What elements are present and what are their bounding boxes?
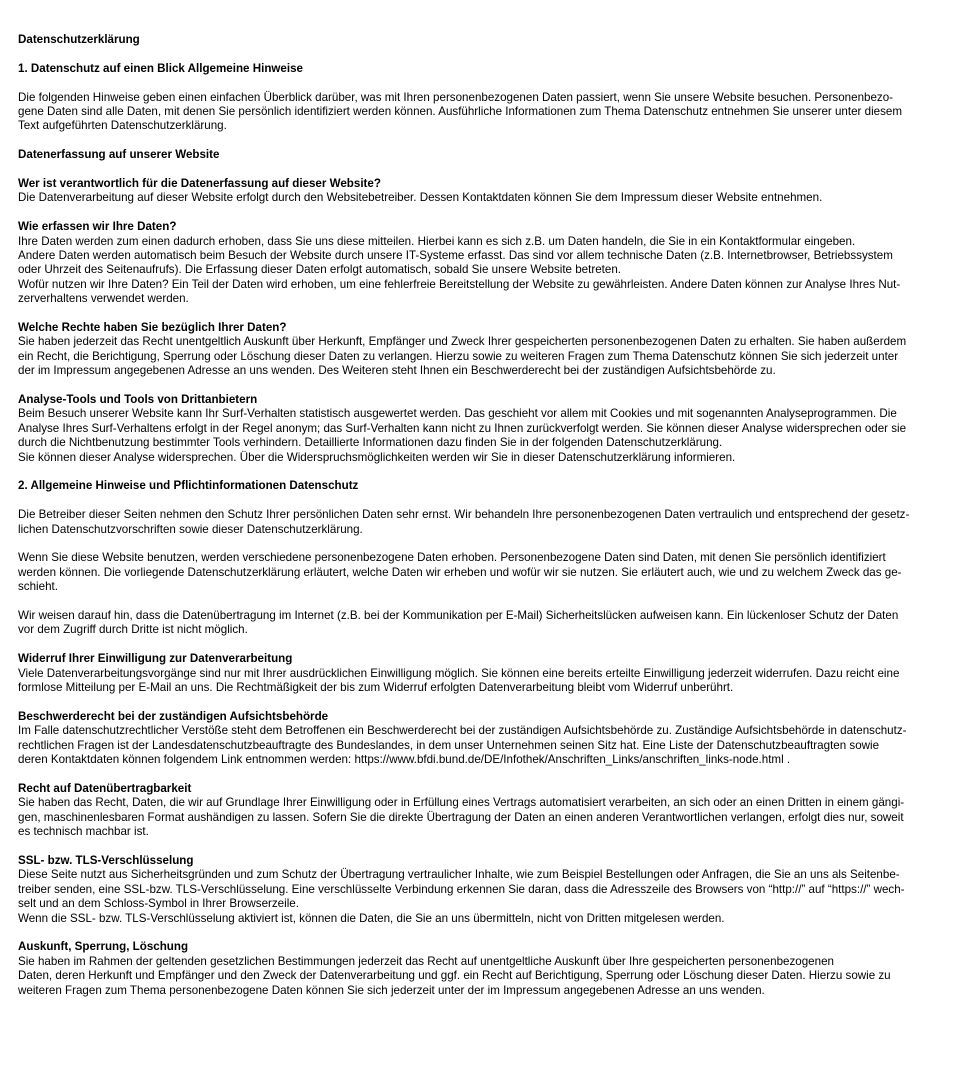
text-line: ein Recht, die Berichtigung, Sperrung oder Löschung dieser Daten zu verlangen. Hierzu sowie zu weiteren Fragen zum Thema Datenschutz können Sie sich jederzeit unter (18, 349, 899, 363)
section-heading: Recht auf Datenübertragbarkeit (18, 781, 192, 795)
spacer (18, 926, 942, 940)
spacer (18, 465, 942, 479)
text-line: Beim Besuch unserer Website kann Ihr Surf-Verhalten statistisch ausgewertet werden. Das geschieht vor allem mit Cookies und mit sogenannten Analyseprogrammen. Die (18, 407, 897, 421)
text-line: lichen Datenschutzvorschriften sowie dieser Datenschutzerklärung. (18, 522, 363, 536)
section (18, 148, 942, 177)
privacy-policy-document (18, 33, 942, 1012)
spacer (18, 134, 942, 148)
spacer (18, 379, 942, 393)
paragraph (18, 868, 942, 926)
section (18, 479, 942, 652)
paragraph (18, 955, 942, 998)
text-line: Die Datenverarbeitung auf dieser Website erfolgt durch den Websitebetreiber. Dessen Kontaktdaten können Sie dem Impressum dieser Website entnehmen. (18, 191, 823, 205)
text-line: Die Betreiber dieser Seiten nehmen den Schutz Ihrer persönlichen Daten sehr ernst. Wir behandeln Ihre personenbezogenen Daten vertraulich und entsprechend der gesetz- (18, 508, 910, 522)
text-line: Wenn die SSL- bzw. TLS-Verschlüsselung aktiviert ist, können die Daten, die Sie an uns übermitteln, nicht von Dritten mitgelesen werden. (18, 911, 725, 925)
text-line: Andere Daten werden automatisch beim Besuch der Website durch unsere IT-Systeme erfasst. Das sind vor allem technische Daten (z.B. Internetbrowser, Betriebssystem (18, 249, 893, 263)
spacer (18, 206, 942, 220)
paragraph (18, 551, 942, 594)
text-line: weiteren Fragen zum Thema personenbezogene Daten können Sie sich jederzeit unter der im Impressum angegebenen Adresse an uns wenden. (18, 983, 765, 997)
section (18, 854, 942, 940)
spacer (18, 537, 942, 551)
spacer (18, 47, 942, 61)
text-line: Wenn Sie diese Website benutzen, werden verschiedene personenbezogene Daten erhoben. Personenbezogene Daten sind Daten, mit denen Sie persönlich identifiziert (18, 551, 886, 565)
paragraph (18, 609, 942, 638)
paragraph (18, 407, 942, 465)
section (18, 321, 942, 393)
spacer (18, 595, 942, 609)
section-heading: Auskunft, Sperrung, Löschung (18, 940, 189, 954)
text-line: Diese Seite nutzt aus Sicherheitsgründen und zum Schutz der Übertragung vertraulicher Inhalte, wie zum Beispiel Bestellungen oder Anfragen, die Sie an uns als Seitenbe- (18, 868, 900, 882)
text-line: Sie haben im Rahmen der geltenden gesetzlichen Bestimmungen jederzeit das Recht auf unentgeltliche Auskunft über Ihre gespeicherten personenbezogenen (18, 954, 834, 968)
section (18, 177, 942, 220)
spacer (18, 307, 942, 321)
spacer (18, 840, 942, 854)
section-heading: Widerruf Ihrer Einwilligung zur Datenverarbeitung (18, 652, 293, 666)
text-line: Im Falle datenschutzrechtlicher Verstöße steht dem Betroffenen ein Beschwerderecht bei der zuständigen Aufsichtsbehörde zu. Zuständige Aufsichtsbehörde in datenschutz- (18, 724, 907, 738)
section-heading: Analyse-Tools und Tools von Drittanbietern (18, 393, 258, 407)
section (18, 220, 942, 321)
text-line: Analyse Ihres Surf-Verhaltens erfolgt in der Regel anonym; das Surf-Verhalten kann nicht zu Ihnen zurückverfolgt werden. Sie können dieser Analyse widersprechen oder sie (18, 421, 907, 435)
text-line: Viele Datenverarbeitungsvorgänge sind nur mit Ihrer ausdrücklichen Einwilligung möglich. Sie können eine bereits erteilte Einwilligung jederzeit widerrufen. Dazu reicht eine (18, 666, 900, 680)
text-line: gen, maschinenlesbaren Format aushändigen zu lassen. Sofern Sie die direkte Übertragung der Daten an einen anderen Verantwortlichen verlangen, erfolgt dies nur, soweit (18, 810, 904, 824)
paragraph (18, 796, 942, 839)
section (18, 940, 942, 1012)
text-line: Daten, deren Herkunft und Empfänger und den Zweck der Datenverarbeitung und ggf. ein Recht auf Berichtigung, Sperrung oder Löschung dieser Daten. Hierzu sowie zu (18, 969, 891, 983)
section (18, 782, 942, 854)
section-heading: Wer ist verantwortlich für die Datenerfassung auf dieser Website? (18, 177, 381, 190)
text-line: treiber senden, eine SSL-bzw. TLS-Verschlüsselung. Eine verschlüsselte Verbindung erkennen Sie daran, dass die Adresszeile des Browsers von “http://” auf “https://” wech- (18, 882, 905, 896)
spacer (18, 163, 942, 177)
spacer (18, 696, 942, 710)
section-heading: Datenerfassung auf unserer Website (18, 148, 220, 162)
section (18, 652, 942, 710)
text-line: vor dem Zugriff durch Dritte ist nicht möglich. (18, 623, 248, 637)
text-line: Sie haben das Recht, Daten, die wir auf Grundlage Ihrer Einwilligung oder in Erfüllung eines Vertrags automatisiert verarbeiten, an sich oder an einen Dritten in einem gängi- (18, 796, 905, 810)
text-line: durch die Nichtbenutzung bestimmter Tools verhindern. Detaillierte Informationen dazu finden Sie in der folgenden Datenschutzerklärung. (18, 436, 723, 450)
text-line: Wofür nutzen wir Ihre Daten? Ein Teil der Daten wird erhoben, um eine fehlerfreie Bereitstellung der Website zu gewährleisten. Andere Daten können zur Analyse Ihres Nut- (18, 277, 901, 291)
paragraph (18, 508, 942, 537)
spacer (18, 638, 942, 652)
text-line: gene Daten sind alle Daten, mit denen Sie persönlich identifiziert werden können. Ausführliche Informationen zum Thema Datenschutz entnehmen Sie unserer unter diesem (18, 105, 902, 118)
spacer (18, 998, 942, 1012)
section-heading: 2. Allgemeine Hinweise und Pflichtinformationen Datenschutz (18, 479, 359, 493)
text-line: formlose Mitteilung per E-Mail an uns. Die Rechtmäßigkeit der bis zum Widerruf erfolgten Datenverarbeitung bleibt vom Widerruf unberührt. (18, 681, 734, 695)
text-line: zerverhaltens verwendet werden. (18, 292, 189, 306)
section-heading: 1. Datenschutz auf einen Blick Allgemeine Hinweise (18, 61, 303, 75)
spacer (18, 768, 942, 782)
spacer (18, 494, 942, 508)
document-title: Datenschutzerklärung (18, 33, 140, 46)
section-heading: SSL- bzw. TLS-Verschlüsselung (18, 853, 194, 867)
text-line: schieht. (18, 580, 58, 594)
text-line: Die folgenden Hinweise geben einen einfachen Überblick darüber, was mit Ihren personenbezogenen Daten passiert, wenn Sie unsere Website besuchen. Personenbezo- (18, 90, 894, 104)
text-line: deren Kontaktdaten können folgendem Link entnommen werden: https://www.bfdi.bund.de/DE/Infothek/Anschriften_Links/anschriften_links-node.html . (18, 753, 791, 767)
text-line: oder Uhrzeit des Seitenaufrufs). Die Erfassung dieser Daten erfolgt automatisch, sobald Sie unsere Website betreten. (18, 263, 621, 277)
section-heading: Wie erfassen wir Ihre Daten? (18, 220, 177, 234)
text-line: selt und an dem Schloss-Symbol in Ihrer Browserzeile. (18, 897, 299, 911)
text-line: Sie können dieser Analyse widersprechen. Über die Widerspruchsmöglichkeiten werden wir Sie in dieser Datenschutzerklärung informieren. (18, 450, 736, 464)
section (18, 710, 942, 782)
paragraph (18, 235, 942, 307)
sections-container (18, 62, 942, 1013)
section-heading: Beschwerderecht bei der zuständigen Aufsichtsbehörde (18, 709, 329, 723)
text-line: rechtlichen Fragen ist der Landesdatenschutzbeauftragte des Bundeslandes, in dem unser Unternehmen seinen Sitz hat. Eine Liste der Datenschutzbeauftragten sowie (18, 738, 880, 752)
paragraph (18, 724, 942, 767)
section (18, 393, 942, 479)
text-line: Ihre Daten werden zum einen dadurch erhoben, dass Sie uns diese mitteilen. Hierbei kann es sich z.B. um Daten handeln, die Sie in ein Kontaktformular eingeben. (18, 234, 856, 248)
text-line: es technisch machbar ist. (18, 825, 149, 839)
paragraph (18, 191, 942, 205)
spacer (18, 76, 942, 90)
paragraph (18, 335, 942, 378)
text-line: werden können. Die vorliegende Datenschutzerklärung erläutert, welche Daten wir erheben und wofür wir sie nutzen. Sie erläutert auch, wie und zu welchem Zweck das ge- (18, 565, 902, 579)
paragraph (18, 91, 942, 134)
section (18, 62, 942, 148)
text-line: Wir weisen darauf hin, dass die Datenübertragung im Internet (z.B. bei der Kommunikation per E-Mail) Sicherheitslücken aufweisen kann. Ein lückenloser Schutz der Daten (18, 609, 899, 623)
paragraph (18, 667, 942, 696)
section-heading: Welche Rechte haben Sie bezüglich Ihrer Daten? (18, 321, 287, 335)
text-line: Sie haben jederzeit das Recht unentgeltlich Auskunft über Herkunft, Empfänger und Zweck Ihrer gespeicherten personenbezogenen Daten zu erhalten. Sie haben außerdem (18, 335, 907, 349)
text-line: Text aufgeführten Datenschutzerklärung. (18, 119, 227, 133)
text-line: der im Impressum angegebenen Adresse an uns wenden. Des Weiteren steht Ihnen ein Beschwerderecht bei der zuständigen Aufsichtsbehörde zu. (18, 364, 776, 378)
